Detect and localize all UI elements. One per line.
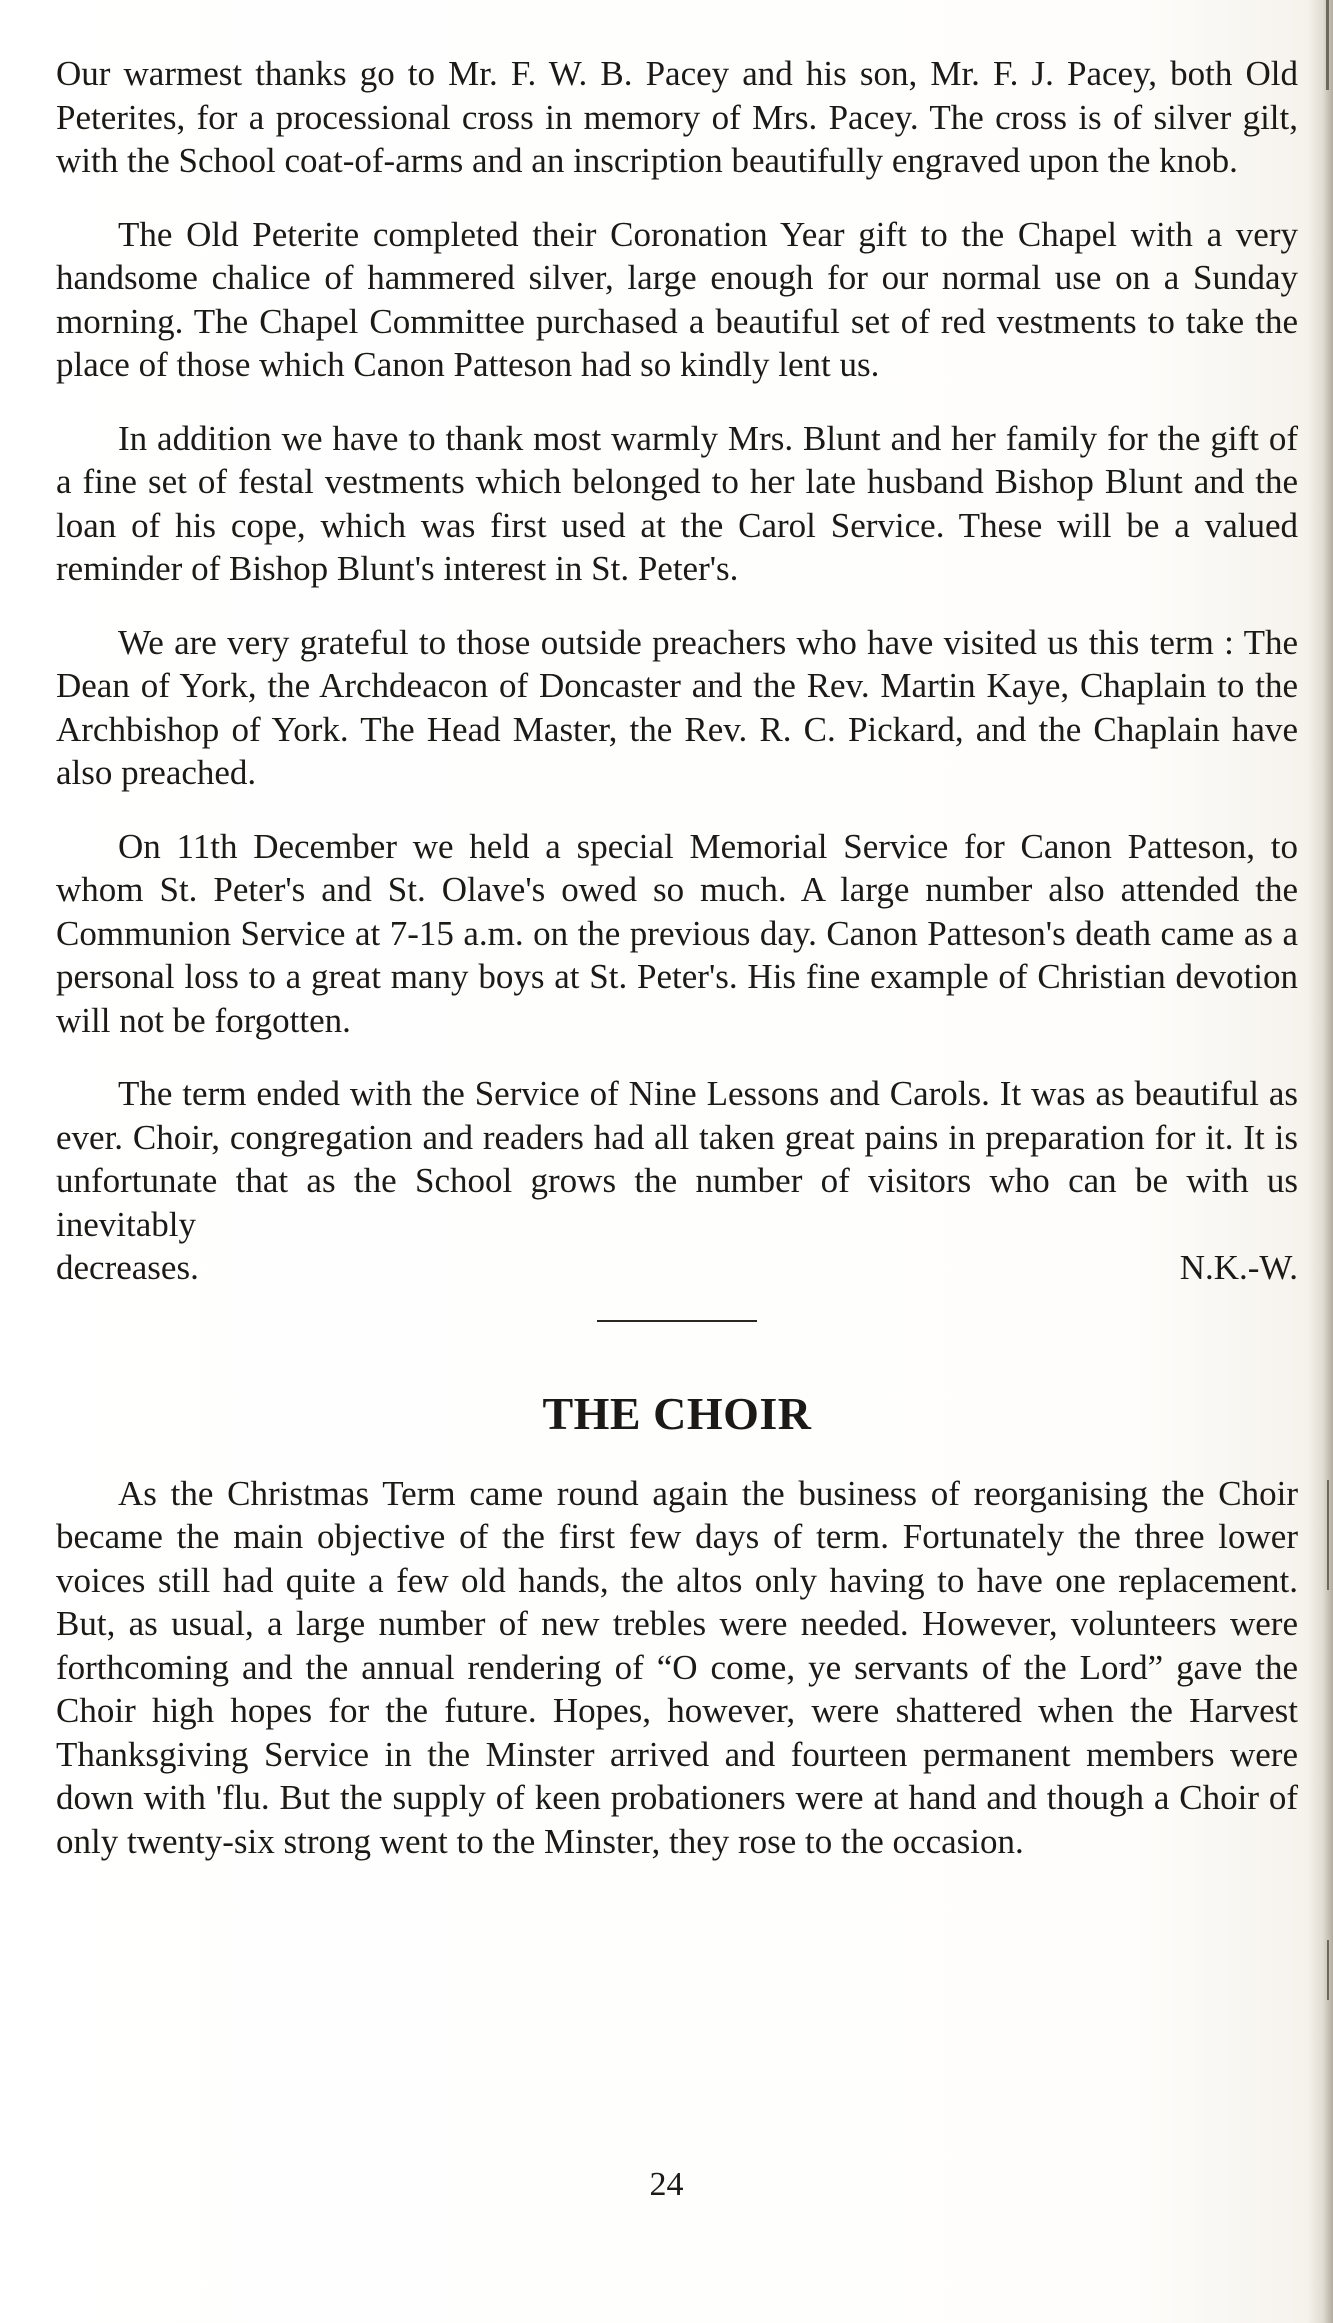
section-title: THE CHOIR	[542, 1387, 812, 1439]
page-edge-mark	[1326, 0, 1329, 90]
paragraph-preachers: We are very grateful to those outside preachers who have visited us this term : The Dean of York, the Archdeacon of Doncaster and the Rev. Martin Kaye, Chaplain to the Archbishop of York. The Head Master, the Rev. R. C. Pickard, and the Chaplain have also preached.	[56, 622, 1298, 792]
page-edge-mark	[1327, 1940, 1329, 2000]
paragraph-chalice: The Old Peterite completed their Coronation Year gift to the Chapel with a very handsome chalice of hammered silver, large enough for our normal use on a Sunday morning. The Chapel Committee purchased a beautiful set of red vestments to take the place of those which Canon Patteson had so kindly lent us.	[56, 214, 1298, 384]
section-divider	[597, 1320, 757, 1322]
paragraph-processional-cross: Our warmest thanks go to Mr. F. W. B. Pacey and his son, Mr. F. J. Pacey, both Old Peterites, for a processional cross in memory of Mrs. Pacey. The cross is of silver gilt, with the School coat-of-arms and an inscription beautifully engraved upon the knob.	[56, 54, 1298, 180]
article-body	[56, 52, 1298, 1893]
page-edge-shadow	[1307, 0, 1333, 2323]
author-signature: N.K.-W.	[1179, 1248, 1298, 1287]
closing-word: decreases.	[56, 1248, 199, 1287]
page-number: 24	[649, 2166, 684, 2203]
page-edge-mark	[1327, 1480, 1329, 1590]
closing-line	[56, 1246, 1298, 1290]
paragraph-choir: As the Christmas Term came round again the business of reorganising the Choir became the main objective of the first few days of term. Fortunately the three lower voices still had quite a few old hands, the altos only having to have one replacement. But, as usual, a large number of new trebles were needed. However, volunteers were forthcoming and the annual rendering of “O come, ye servants of the Lord” gave the Choir high hopes for the future. Hopes, however, were shattered when the Harvest Thanksgiving Service in the Minster arrived and fourteen permanent members were down with 'flu. But the supply of keen probationers were at hand and though a Choir of only twenty-six strong went to the Minster, they rose to the occasion.	[56, 1473, 1298, 1861]
paragraph-vestments: In addition we have to thank most warmly Mrs. Blunt and her family for the gift of a fine set of festal vestments which belonged to her late husband Bishop Blunt and the loan of his cope, which was first used at the Carol Service. These will be a valued reminder of Bishop Blunt's interest in St. Peter's.	[56, 418, 1298, 588]
paragraph-carol-service: The term ended with the Service of Nine Lessons and Carols. It was as beautiful as ever. Choir, congregation and readers had all taken great pains in preparation for it. It is unfortunate that as the School grows the number of visitors who can be with us inevitably	[56, 1074, 1298, 1244]
paragraph-memorial-service: On 11th December we held a special Memorial Service for Canon Patteson, to whom St. Peter's and St. Olave's owed so much. A large number also attended the Communion Service at 7-15 a.m. on the previous day. Canon Patteson's death came as a personal loss to a great many boys at St. Peter's. His fine example of Christian devotion will not be forgotten.	[56, 826, 1298, 1040]
